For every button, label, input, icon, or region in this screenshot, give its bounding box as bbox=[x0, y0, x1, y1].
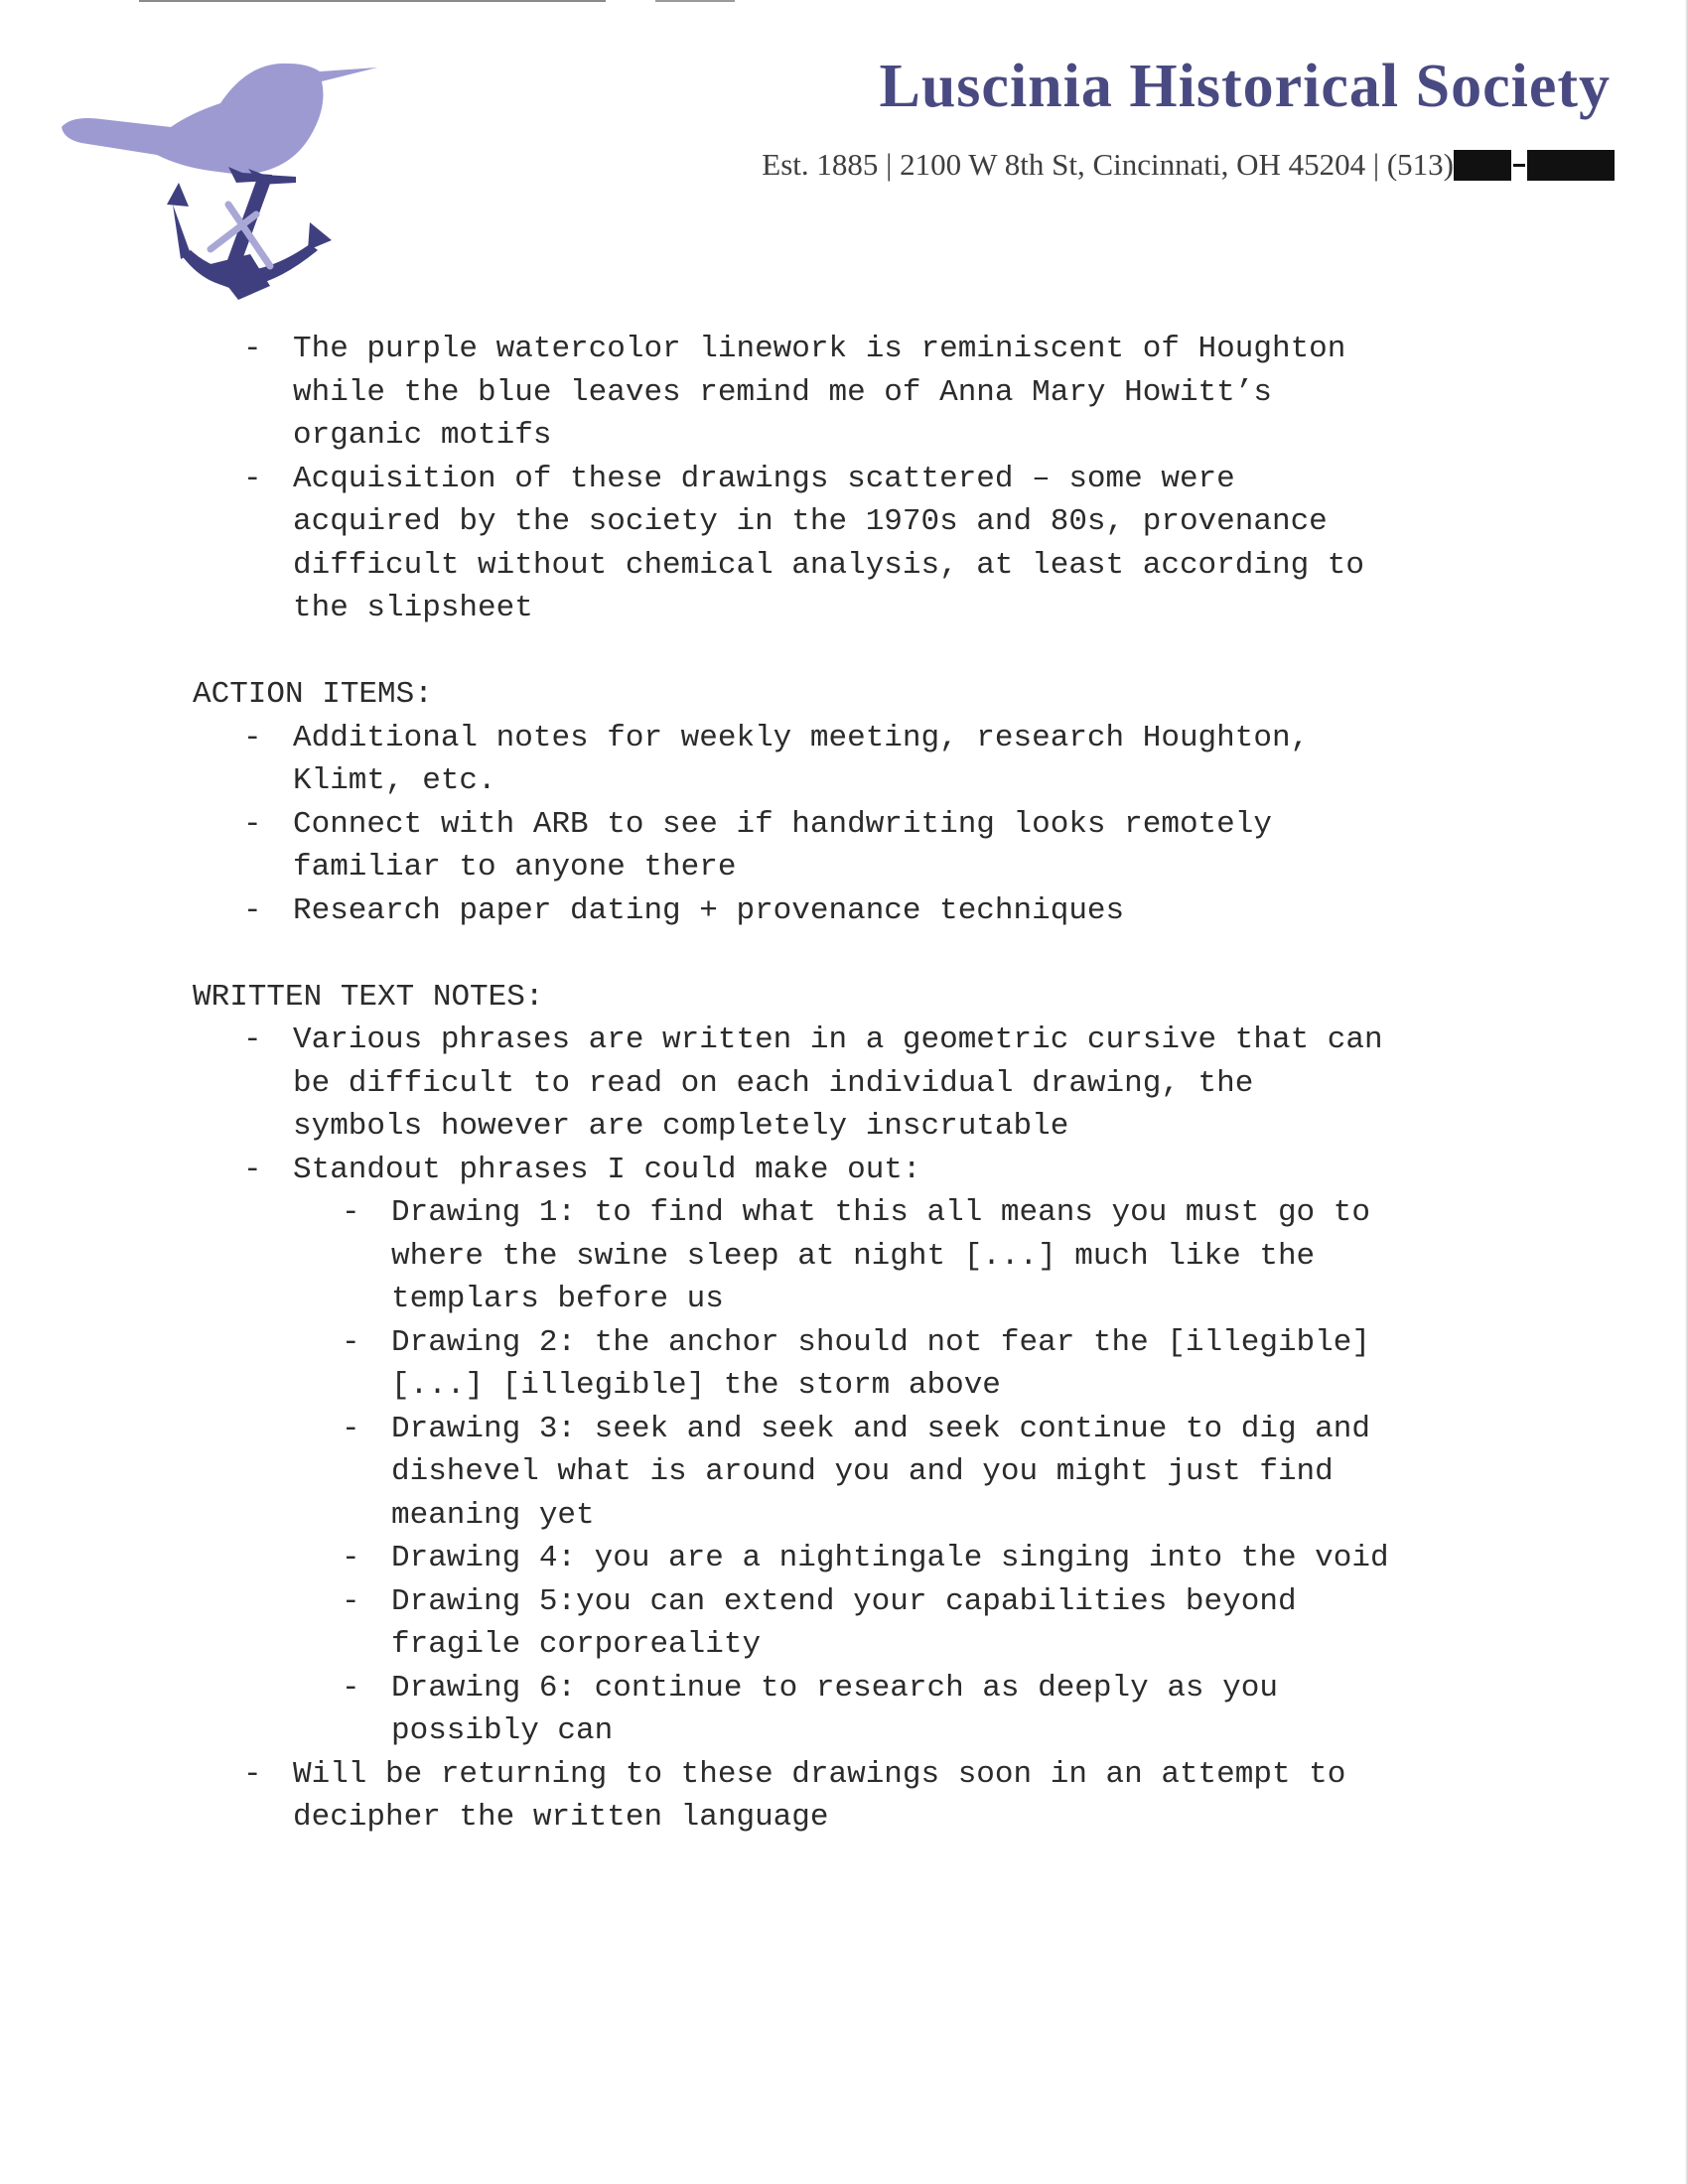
list-item-text: Acquisition of these drawings scattered – some were acquired by the society in the 1970s and 80s, provenance difficult without chemical analysis, at least according to the slipsheet bbox=[293, 461, 1364, 625]
list-item bbox=[0, 1149, 1688, 1192]
phrase-item bbox=[0, 1667, 1688, 1753]
list-item bbox=[0, 458, 1688, 630]
address-text: Est. 1885 | 2100 W 8th St, Cincinnati, OH 45204 | (513) bbox=[762, 147, 1454, 182]
phrase-item bbox=[0, 1408, 1688, 1538]
written-text-notes-section bbox=[0, 976, 1688, 1840]
phrase-text: Drawing 5:you can extend your capabilities beyond fragile corporeality bbox=[391, 1583, 1297, 1662]
section-heading: WRITTEN TEXT NOTES: bbox=[193, 979, 544, 1015]
redaction-bar bbox=[1454, 150, 1511, 181]
bullet-dash: - bbox=[342, 1195, 360, 1230]
list-item-text: Standout phrases I could make out: bbox=[293, 1152, 921, 1187]
bullet-dash: - bbox=[243, 892, 262, 928]
list-item-text: Various phrases are written in a geometric cursive that can be difficult to read on each individual drawing, the symbols however are completely inscrutable bbox=[293, 1023, 1383, 1144]
list-item bbox=[0, 889, 1688, 933]
redaction-bar bbox=[1527, 150, 1615, 181]
list-item bbox=[0, 803, 1688, 889]
bullet-dash: - bbox=[342, 1324, 360, 1360]
phrase-text: Drawing 6: continue to research as deeply as you possibly can bbox=[391, 1670, 1278, 1748]
notes-body bbox=[0, 328, 1688, 1840]
phrase-text: Drawing 1: to find what this all means you must go to where the swine sleep at night [...] much like the templars before us bbox=[391, 1195, 1370, 1316]
list-item-text: Additional notes for weekly meeting, research Houghton, Klimt, etc. bbox=[293, 720, 1310, 798]
bullet-dash: - bbox=[243, 461, 262, 496]
phrase-item bbox=[0, 1321, 1688, 1408]
nightingale-bird-icon bbox=[62, 64, 377, 185]
list-item bbox=[0, 1019, 1688, 1149]
redaction-separator bbox=[1513, 164, 1525, 167]
section-heading: ACTION ITEMS: bbox=[193, 677, 433, 712]
phrase-item bbox=[0, 1580, 1688, 1667]
nightingale-on-anchor-icon bbox=[62, 56, 389, 304]
bullet-dash: - bbox=[243, 1756, 262, 1792]
bullet-dash: - bbox=[243, 806, 262, 842]
organization-address-line bbox=[762, 147, 1615, 183]
list-item-text: Research paper dating + provenance techniques bbox=[293, 892, 1125, 928]
organization-name: Luscinia Historical Society bbox=[879, 53, 1611, 120]
list-item-text: The purple watercolor linework is reminiscent of Houghton while the blue leaves remind me of Anna Mary Howitt’s organic motifs bbox=[293, 332, 1346, 453]
phrase-text: Drawing 2: the anchor should not fear the [illegible] [...] [illegible] the storm above bbox=[391, 1324, 1370, 1403]
action-items-section bbox=[0, 673, 1688, 932]
list-item bbox=[0, 717, 1688, 803]
bullet-dash: - bbox=[243, 332, 262, 366]
bullet-dash: - bbox=[342, 1541, 360, 1575]
bullet-dash: - bbox=[243, 720, 262, 755]
list-item-text: Will be returning to these drawings soon in an attempt to decipher the written language bbox=[293, 1756, 1346, 1835]
list-item bbox=[0, 328, 1688, 458]
bullet-dash: - bbox=[243, 1152, 262, 1187]
bullet-dash: - bbox=[243, 1023, 262, 1057]
bullet-dash: - bbox=[342, 1670, 360, 1706]
phrase-item bbox=[0, 1537, 1688, 1580]
scan-artifact-top bbox=[139, 0, 606, 2]
bullet-dash: - bbox=[342, 1411, 360, 1446]
phrase-item bbox=[0, 1191, 1688, 1321]
phrase-text: Drawing 3: seek and seek and seek continue to dig and dishevel what is around you and you might just find meaning yet bbox=[391, 1411, 1370, 1533]
bullet-dash: - bbox=[342, 1583, 360, 1619]
scan-artifact-top-2 bbox=[655, 0, 735, 2]
intro-notes bbox=[0, 328, 1688, 630]
phrase-text: Drawing 4: you are a nightingale singing into the void bbox=[391, 1541, 1389, 1575]
list-item bbox=[0, 1753, 1688, 1840]
list-item-text: Connect with ARB to see if handwriting looks remotely familiar to anyone there bbox=[293, 806, 1272, 885]
